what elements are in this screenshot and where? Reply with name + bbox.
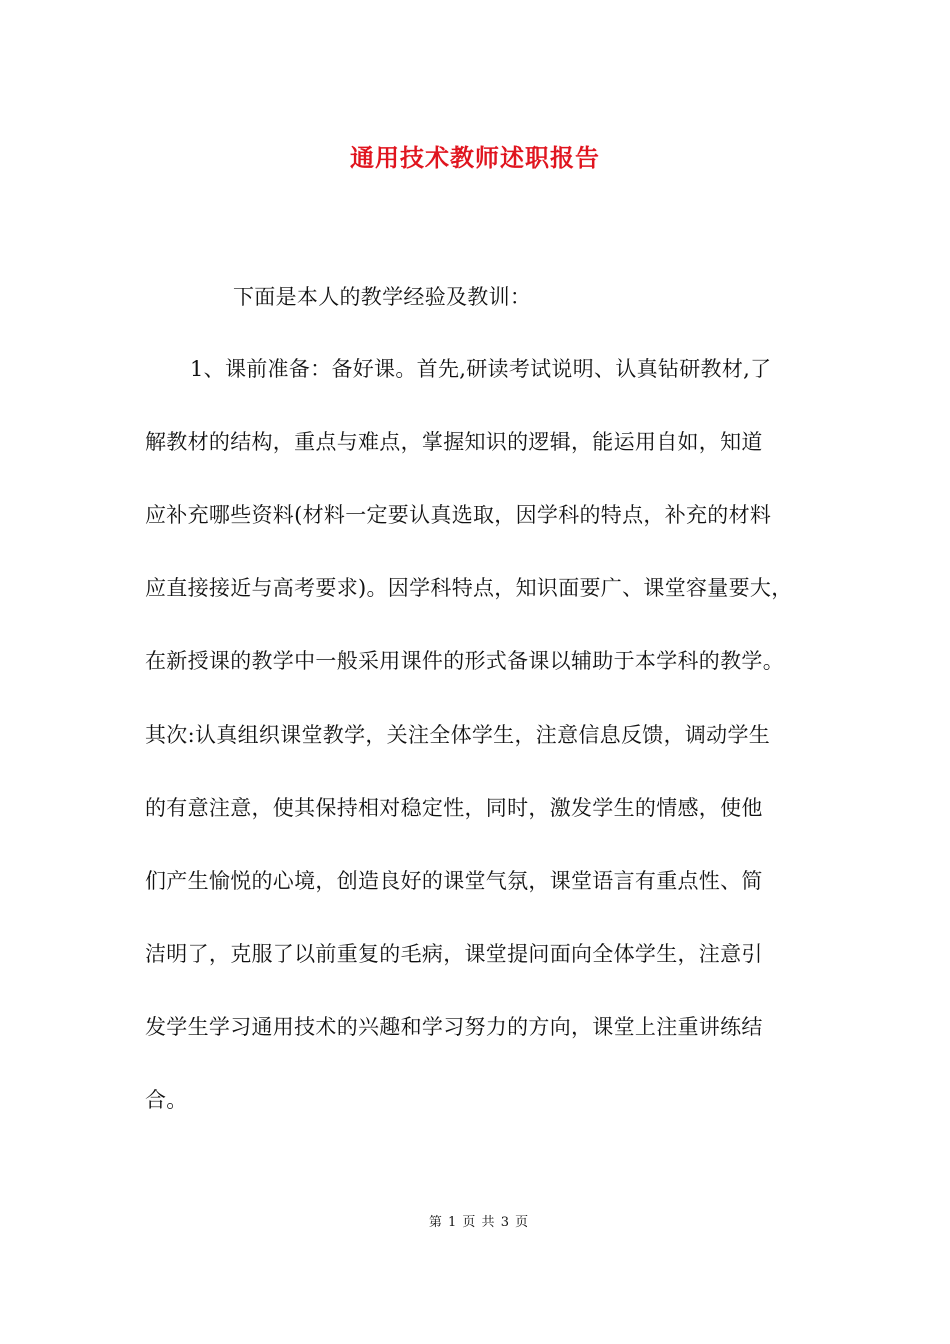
paragraph-line: 应直接接近与高考要求)。因学科特点，知识面要广、课堂容量要大， bbox=[145, 576, 793, 600]
paragraph-line: 洁明了，克服了以前重复的毛病，课堂提问面向全体学生，注意引 bbox=[145, 942, 763, 966]
paragraph-line: 的有意注意，使其保持相对稳定性，同时，激发学生的情感，使他 bbox=[145, 796, 763, 820]
paragraph-line: 1、课前准备：备好课。首先,研读考试说明、认真钻研教材,了 bbox=[190, 357, 772, 381]
paragraph-line: 其次:认真组织课堂教学，关注全体学生，注意信息反馈，调动学生 bbox=[145, 723, 771, 747]
paragraph-line: 们产生愉悦的心境，创造良好的课堂气氛，课堂语言有重点性、简 bbox=[145, 869, 763, 893]
paragraph-line: 应补充哪些资料(材料一定要认真选取，因学科的特点，补充的材料 bbox=[145, 503, 772, 527]
paragraph-line: 合。 bbox=[145, 1088, 188, 1112]
paragraph-line: 在新授课的教学中一般采用课件的形式备课以辅助于本学科的教学。 bbox=[145, 649, 784, 673]
intro-line: 下面是本人的教学经验及教训： bbox=[233, 285, 532, 309]
paragraph-line: 解教材的结构，重点与难点，掌握知识的逻辑，能运用自如，知道 bbox=[145, 430, 763, 454]
page-number-footer: 第 1 页 共 3 页 bbox=[428, 1215, 530, 1230]
paragraph-line: 发学生学习通用技术的兴趣和学习努力的方向，课堂上注重讲练结 bbox=[145, 1015, 763, 1039]
document-title: 通用技术教师述职报告 bbox=[350, 143, 600, 172]
